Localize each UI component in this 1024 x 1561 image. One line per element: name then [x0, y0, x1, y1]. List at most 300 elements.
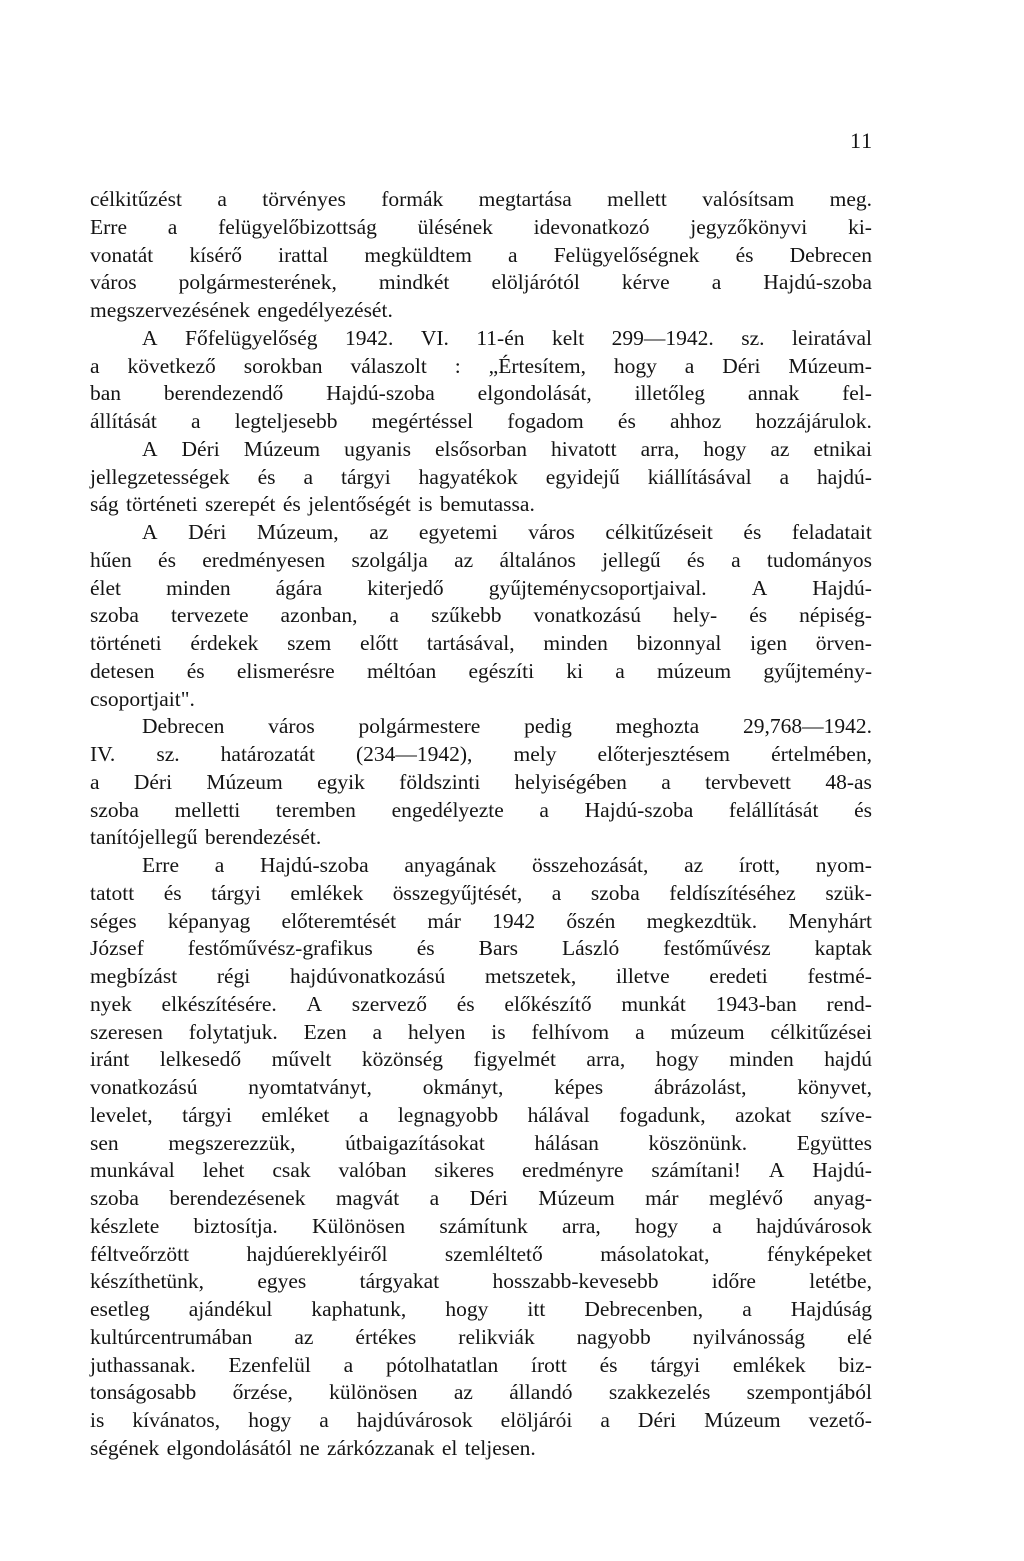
word: és [416, 936, 435, 961]
word: helyen [408, 1019, 466, 1044]
word: a [90, 769, 100, 794]
word: 11-én [476, 325, 525, 350]
word: polgármestere [358, 714, 481, 739]
word: detesen [90, 658, 155, 683]
word: itt [527, 1297, 546, 1321]
word: sorokban [243, 353, 323, 378]
word: város [528, 520, 575, 544]
word: melletti [174, 797, 241, 822]
word: és [186, 658, 205, 683]
word: földszinti [399, 769, 481, 794]
word: érdekek [190, 631, 259, 655]
word: azonban, [280, 603, 358, 628]
word: jellegzetességek [90, 464, 230, 489]
word: írott [530, 1352, 567, 1377]
word: hagyatékok [418, 464, 518, 489]
word: legnagyobb [397, 1102, 499, 1127]
word: város [90, 270, 137, 295]
word: munkával [90, 1158, 175, 1183]
word: illetve [615, 964, 670, 988]
word: összehozását, [531, 853, 649, 877]
word: kaphatunk, [311, 1297, 407, 1321]
word: elismerésre [236, 658, 335, 683]
word: és [854, 797, 872, 822]
text-line [90, 380, 872, 408]
word: nyilvánosság [692, 1324, 805, 1349]
word: a [90, 353, 100, 378]
word: szolgálja [351, 547, 428, 572]
word: Különösen [311, 1213, 406, 1238]
word: nagyobb [576, 1324, 651, 1349]
word: célkitűzéseit [605, 520, 713, 544]
text-line [90, 1185, 872, 1213]
word: Hajdú- [812, 1158, 872, 1183]
word: előterjesztésem [597, 742, 731, 766]
word: és [749, 603, 768, 628]
word: elgondolását, [477, 381, 592, 406]
word: magvát [335, 1186, 400, 1210]
word: tárgyi [211, 880, 261, 905]
word: iránt [90, 1047, 130, 1072]
word: jellegű [602, 547, 661, 572]
word: Déri [722, 353, 761, 378]
word: város [268, 714, 315, 739]
text-line [90, 991, 872, 1019]
word: Hajdú-szoba [326, 381, 435, 406]
word: könyvet, [797, 1075, 872, 1099]
word: lelkesedő [159, 1047, 242, 1072]
word: Ezen [303, 1019, 347, 1044]
word: séges [90, 908, 137, 933]
word: festmé- [807, 964, 872, 988]
word: valósítsam [702, 187, 795, 211]
word: arra, [586, 1047, 626, 1072]
word: leiratával [791, 325, 872, 350]
text-line [90, 436, 872, 464]
word: régi [216, 964, 251, 988]
word: hivatott [550, 436, 617, 461]
text-line [90, 1241, 872, 1269]
word: Déri [469, 1186, 508, 1210]
word: szervező [351, 991, 427, 1016]
word: tárgyi [650, 1352, 701, 1377]
word: a [635, 1019, 645, 1044]
word: sz. [741, 325, 765, 350]
word: Déri [181, 436, 220, 461]
word: okmányt, [422, 1075, 504, 1099]
word: szempontjából [746, 1380, 872, 1405]
word: Múzeum [206, 769, 283, 794]
word: köszönünk. [648, 1130, 748, 1155]
word: az [294, 1324, 314, 1349]
text-line [90, 547, 872, 575]
text-line [90, 1102, 872, 1130]
text-line [90, 797, 872, 825]
word: egyik [317, 769, 365, 794]
word: Múzeum- [788, 353, 872, 378]
word: letétbe, [809, 1269, 872, 1294]
word: sz. [156, 742, 180, 766]
word: a [731, 547, 741, 572]
word: egészíti [468, 658, 535, 683]
word: vezető- [808, 1408, 872, 1432]
word: ki- [848, 214, 872, 239]
word: és [158, 547, 176, 572]
word: Hajdú- [812, 575, 872, 600]
word: a [191, 409, 201, 433]
word: időre [711, 1269, 756, 1294]
text-line [90, 1157, 872, 1185]
word: kiállításával [647, 464, 752, 489]
word: a [343, 1352, 354, 1377]
word: és [735, 242, 754, 267]
word: szíve- [820, 1102, 872, 1127]
word: felügyelőbizottság [218, 214, 377, 239]
word: arra, [562, 1213, 601, 1238]
word: feldíszítéséhez [669, 880, 796, 905]
word: fel- [842, 381, 872, 406]
word: hogy [655, 1047, 699, 1072]
word: megértéssel [371, 409, 474, 433]
word: hogy [248, 1408, 292, 1432]
word: elé [846, 1324, 872, 1349]
text-line [90, 1019, 872, 1047]
word: következő [127, 353, 216, 378]
word: A [751, 575, 768, 600]
word: vonatát [90, 242, 154, 267]
word: minden [543, 631, 608, 655]
word: egyes [257, 1269, 307, 1294]
word: igen [750, 631, 788, 655]
word: a [712, 1213, 722, 1238]
word: útbaigazításokat [345, 1130, 485, 1155]
word: a [429, 1186, 440, 1210]
word: Hajdú-szoba [584, 797, 694, 822]
word: IV. [90, 742, 116, 766]
word: Menyhárt [788, 908, 872, 933]
text-line [90, 713, 872, 741]
text-line [90, 769, 872, 797]
word: 29,768—1942. [742, 714, 872, 739]
word: kívánatos, [132, 1408, 221, 1432]
word: minden [729, 1047, 794, 1072]
word: 1942 [492, 908, 536, 933]
word: és [599, 1352, 618, 1377]
word: fogadom [507, 409, 584, 433]
text-line: csoportjait". [90, 686, 195, 711]
word: kaptak [814, 936, 872, 961]
text-line [90, 214, 872, 242]
text-line [90, 908, 872, 936]
text-line [90, 658, 872, 686]
word: bizonnyal [636, 631, 722, 655]
word: népiség- [799, 603, 872, 628]
word: hajdúvárosok [356, 1408, 473, 1432]
word: képanyag [167, 908, 251, 933]
word: biz- [838, 1352, 872, 1377]
word: A [768, 1158, 785, 1183]
word: A [306, 991, 323, 1016]
word: rend- [826, 991, 872, 1016]
word: megtartása [478, 187, 572, 211]
word: sen [90, 1130, 119, 1155]
word: hajdúvonatkozású [289, 964, 446, 988]
word: múzeum [670, 1019, 745, 1044]
word: a [742, 1297, 752, 1321]
text-line [90, 1074, 872, 1102]
word: készíthetünk, [90, 1269, 205, 1294]
word: jegyzőkönyvi [690, 214, 808, 239]
word: annak [747, 381, 800, 406]
word: szem [287, 631, 332, 655]
word: 1942. [345, 325, 394, 350]
word: kísérő [189, 242, 242, 267]
word: berendezendő [163, 381, 284, 406]
word: Hajdú-szoba [259, 853, 369, 877]
word: a [358, 1102, 369, 1127]
word: berendezésenek [169, 1186, 306, 1210]
word: szoba [90, 1186, 139, 1210]
word: Bars [478, 936, 519, 961]
word: László [561, 936, 620, 961]
word: képes [554, 1075, 604, 1099]
word: hálásan [534, 1130, 599, 1155]
word: szemléltető [444, 1241, 543, 1266]
word: Déri [188, 520, 227, 544]
word: a [551, 880, 562, 905]
text-line: megszervezésének engedélyezését. [90, 298, 393, 322]
word: tervezete [170, 603, 249, 628]
word: minden [166, 575, 231, 600]
word: legteljesebb [234, 409, 338, 433]
word: biztosítja. [193, 1213, 278, 1238]
word: mely [513, 742, 557, 766]
word: a [600, 1408, 610, 1432]
word: arra, [640, 436, 680, 461]
text-line [90, 1379, 872, 1407]
word: kelt [551, 325, 585, 350]
word: elsősorban [435, 436, 527, 461]
text-line [90, 1352, 872, 1380]
word: hajdúvárosok [756, 1213, 872, 1238]
word: a [684, 353, 695, 378]
word: eredeti [709, 964, 768, 988]
word: felállítását [728, 797, 819, 822]
word: illetőleg [634, 381, 706, 406]
word: Debrecen [142, 714, 225, 739]
word: művelt [271, 1047, 332, 1072]
word: szeresen [90, 1019, 163, 1044]
word: kiterjedő [367, 575, 444, 600]
word: az [369, 520, 389, 544]
word: nyom- [815, 853, 872, 877]
word: formák [381, 187, 444, 211]
word: méltóan [366, 658, 437, 683]
word: őrzése, [232, 1380, 293, 1405]
word: mindkét [378, 270, 450, 295]
text-line [90, 630, 872, 658]
word: Múzeum [243, 436, 321, 461]
word: szoba [90, 797, 139, 822]
text-line [90, 1213, 872, 1241]
word: a [615, 658, 625, 683]
word: és [617, 409, 636, 433]
text-line: ság történeti szerepét és jelentőségét is bemutassa. [90, 492, 535, 517]
word: ki [566, 658, 584, 683]
word: a [303, 464, 314, 489]
word: előkészítő [504, 991, 592, 1016]
word: hajdú [824, 1047, 872, 1072]
word: a [167, 214, 178, 239]
word: munkát [621, 991, 686, 1016]
word: csak [272, 1158, 311, 1183]
word: lehet [202, 1158, 245, 1183]
text-line [90, 325, 872, 353]
word: állítását [90, 409, 157, 433]
word: eredményre [522, 1158, 624, 1183]
word: múzeum [657, 658, 732, 683]
word: hogy [703, 436, 747, 461]
word: és [257, 464, 276, 489]
word: ágára [275, 575, 323, 600]
word: Hajdú-szoba [763, 270, 872, 295]
word: valóban [338, 1158, 407, 1183]
text-line [90, 1407, 872, 1435]
word: fényképeket [766, 1241, 872, 1266]
word: tárgyakat [359, 1269, 440, 1294]
word: (234—1942), [355, 742, 473, 766]
word: József [90, 936, 144, 961]
word: ajándékul [188, 1297, 273, 1321]
word: már [427, 908, 461, 933]
word: célkitűzést [90, 187, 182, 211]
word: festőművész [663, 936, 771, 961]
text-line [90, 186, 872, 214]
word: anyag- [813, 1186, 872, 1210]
word: azokat [735, 1102, 792, 1127]
word: törvényes [262, 187, 346, 211]
word: Múzeum [704, 1408, 781, 1432]
text-line [90, 464, 872, 492]
word: Erre [142, 853, 179, 877]
word: A [142, 325, 158, 350]
word: Debrecen [789, 242, 872, 267]
word: mellett [607, 187, 667, 211]
word: állandó [509, 1380, 573, 1405]
word: ahhoz [670, 409, 722, 433]
text-line [90, 408, 872, 436]
word: pedig [524, 714, 572, 739]
word: a [214, 853, 225, 877]
word: egyetemi [418, 520, 498, 544]
word: szoba [90, 603, 139, 628]
word: eredményesen [202, 547, 326, 572]
word: kultúrcentrumában [90, 1324, 253, 1349]
word: Felügyelőségnek [553, 242, 700, 267]
word: „Értesítem, [488, 353, 586, 378]
word: összegyűjtését, [392, 880, 523, 905]
text-line [90, 353, 872, 381]
word: a [217, 187, 227, 211]
word: is [491, 1019, 506, 1044]
word: ban [90, 381, 122, 406]
word: különösen [329, 1380, 418, 1405]
word: Déri [637, 1408, 677, 1432]
word: A [142, 436, 158, 461]
text-line: ségének elgondolásától ne zárkózzanak el teljesen. [90, 1435, 536, 1460]
word: őszén [566, 908, 616, 933]
word: Főfelügyelőség [184, 325, 318, 350]
text-line [90, 963, 872, 991]
text-line [90, 741, 872, 769]
word: gyűjtemény- [763, 658, 872, 683]
word: Erre [90, 214, 127, 239]
word: esetleg [90, 1297, 150, 1321]
word: hűen [90, 547, 132, 572]
word: Debrecenben, [584, 1297, 704, 1321]
word: Déri [133, 769, 173, 794]
page-number: 11 [850, 128, 874, 153]
word: számítani! [651, 1158, 741, 1183]
word: határozatát [220, 742, 315, 766]
word: helyiségében [514, 769, 627, 794]
word: tonságosabb [90, 1380, 197, 1405]
word: örven- [815, 631, 872, 655]
word: nyomtatványt, [248, 1075, 372, 1099]
word: a [661, 769, 671, 794]
word: egyidejű [545, 464, 620, 489]
word: folytatjuk. [188, 1019, 278, 1044]
word: készlete [90, 1213, 160, 1238]
text-line [90, 1296, 872, 1324]
word: Ezenfelül [228, 1352, 311, 1377]
text-line [90, 242, 872, 270]
word: a [319, 1408, 329, 1432]
word: juthassanak. [90, 1352, 196, 1377]
word: engedélyezte [391, 797, 504, 822]
word: előtt [359, 631, 399, 655]
word: megszerezzük, [168, 1130, 296, 1155]
word: elöljárótól [491, 270, 580, 295]
word: levelet, [90, 1102, 153, 1127]
word: sikeres [434, 1158, 495, 1183]
word: vonatkozású [533, 603, 642, 628]
word: Múzeum [538, 1186, 615, 1210]
word: számítunk [439, 1213, 528, 1238]
text-line [90, 1046, 872, 1074]
text-line [90, 519, 872, 547]
word: célkitűzései [770, 1019, 872, 1044]
word: élet [90, 575, 122, 600]
word: elkészítésére. [161, 991, 277, 1016]
word: 48-as [825, 769, 872, 794]
word: az [684, 853, 704, 877]
word: történeti [90, 631, 162, 655]
word: anyagának [404, 853, 497, 877]
word: : [454, 353, 461, 378]
word: tervbevett [705, 769, 792, 794]
text-line: tanítójellegű berendezését. [90, 825, 322, 850]
word: általános [499, 547, 576, 572]
word: válaszolt [350, 353, 427, 378]
word: hogy [445, 1297, 489, 1321]
word: Együttes [796, 1130, 872, 1155]
text-line [90, 269, 872, 297]
text-line [90, 1324, 872, 1352]
word: írott, [738, 853, 781, 877]
text-line [90, 1268, 872, 1296]
word: a [508, 242, 518, 267]
